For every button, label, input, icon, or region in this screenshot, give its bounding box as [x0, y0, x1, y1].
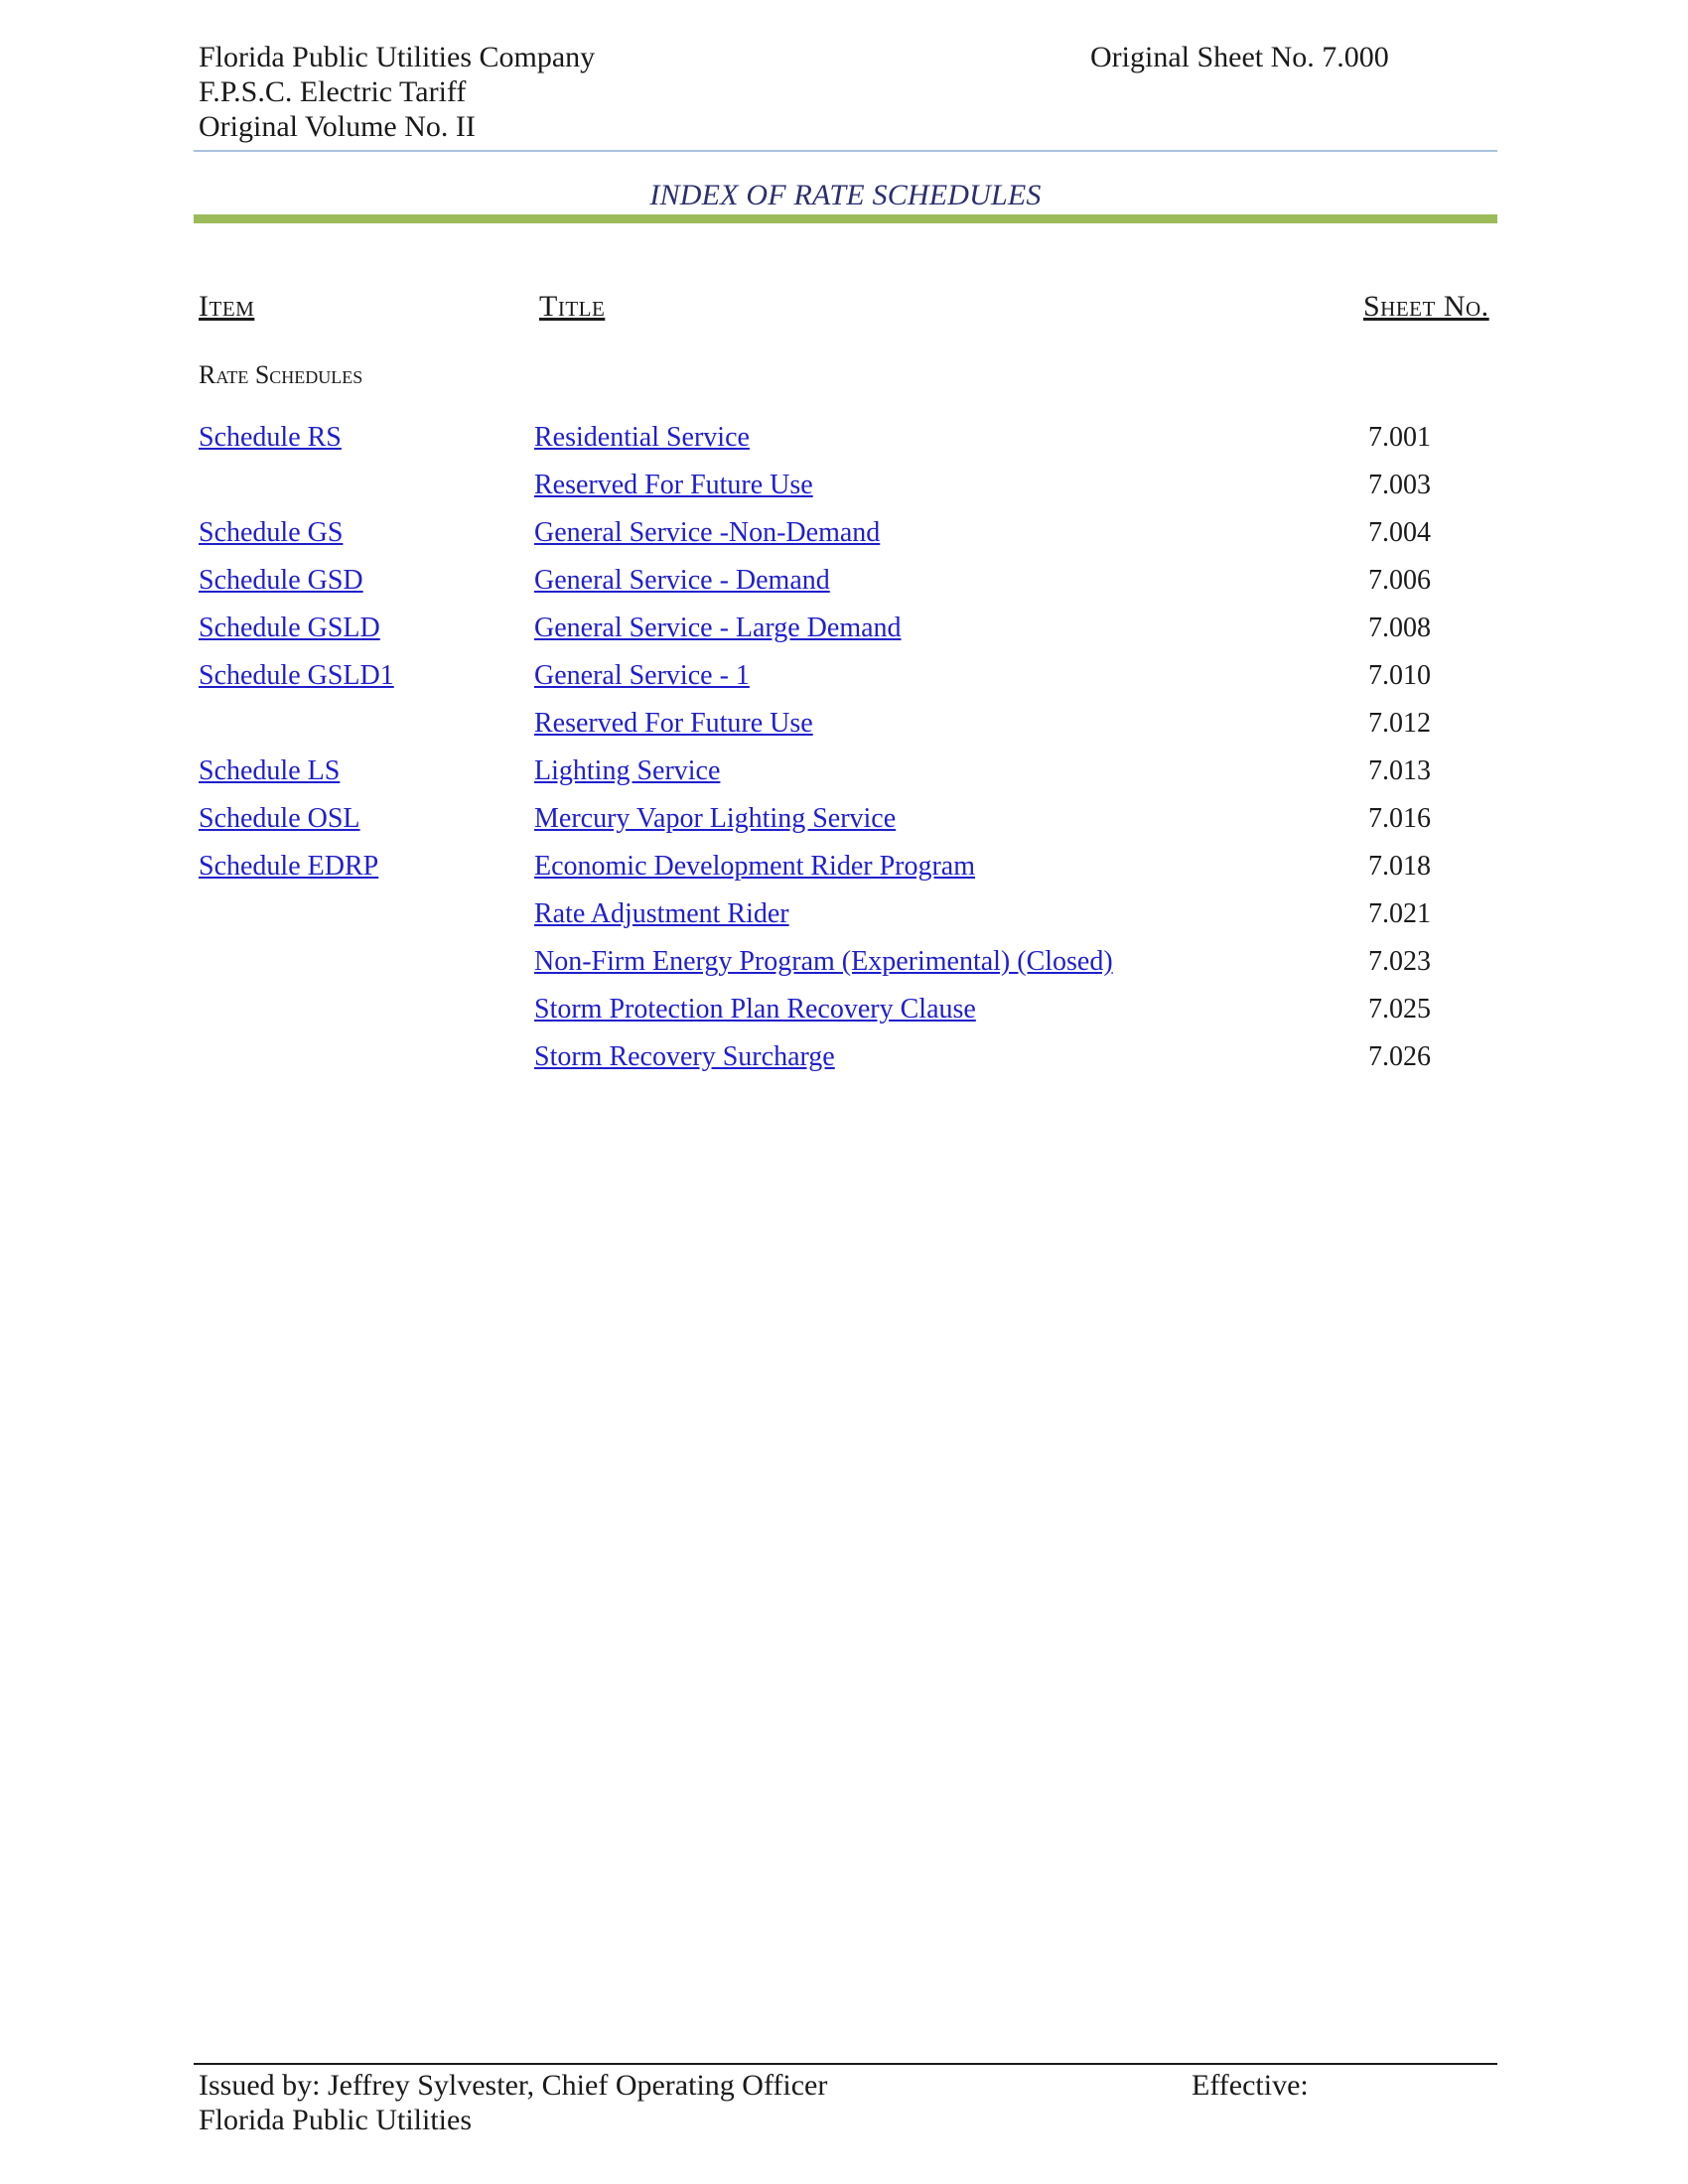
index-row [0, 564, 1688, 612]
schedule-link[interactable]: Schedule RS [199, 422, 342, 453]
schedule-link[interactable]: Schedule GSLD1 [199, 660, 394, 691]
header-divider [194, 150, 1497, 152]
schedule-link[interactable]: Schedule OSL [199, 803, 360, 834]
column-header-item: Item [199, 290, 255, 323]
schedule-link[interactable]: Schedule GSLD [199, 613, 380, 643]
effective-label: Effective: [1192, 2069, 1309, 2102]
tariff-name: F.P.S.C. Electric Tariff [199, 75, 467, 108]
sheet-number-cell: 7.010 [1368, 660, 1431, 691]
title-link[interactable]: Rate Adjustment Rider [534, 898, 789, 929]
index-row [0, 993, 1688, 1040]
schedule-link[interactable]: Schedule EDRP [199, 851, 379, 882]
index-row [0, 659, 1688, 707]
title-link[interactable]: General Service - Demand [534, 565, 830, 596]
index-row [0, 1040, 1688, 1088]
title-link[interactable]: Reserved For Future Use [534, 470, 813, 500]
index-row [0, 612, 1688, 659]
sheet-number: Original Sheet No. 7.000 [1090, 41, 1389, 73]
title-link[interactable]: General Service - Large Demand [534, 613, 902, 643]
index-row [0, 516, 1688, 564]
schedule-link[interactable]: Schedule GS [199, 517, 344, 548]
index-row [0, 421, 1688, 469]
title-link[interactable]: Economic Development Rider Program [534, 851, 975, 882]
sheet-number-cell: 7.023 [1368, 946, 1431, 977]
schedule-link[interactable]: Schedule GSD [199, 565, 363, 596]
column-header-sheet-no: Sheet No. [1363, 290, 1489, 323]
sheet-number-cell: 7.006 [1368, 565, 1431, 596]
index-row [0, 802, 1688, 850]
index-row [0, 945, 1688, 993]
title-link[interactable]: Mercury Vapor Lighting Service [534, 803, 897, 834]
issued-by: Issued by: Jeffrey Sylvester, Chief Operating Officer [199, 2069, 828, 2102]
rate-schedule-index [0, 421, 1688, 1088]
footer-company: Florida Public Utilities [199, 2104, 472, 2136]
title-link[interactable]: General Service - 1 [534, 660, 750, 691]
sheet-number-cell: 7.004 [1368, 517, 1431, 548]
index-row [0, 707, 1688, 754]
title-link[interactable]: Lighting Service [534, 755, 721, 786]
sheet-number-cell: 7.001 [1368, 422, 1431, 453]
page-title: INDEX OF RATE SCHEDULES [649, 179, 1042, 211]
index-row [0, 897, 1688, 945]
sheet-number-cell: 7.012 [1368, 708, 1431, 739]
sheet-number-cell: 7.021 [1368, 898, 1431, 929]
footer-divider [194, 2063, 1497, 2065]
title-link[interactable]: Non-Firm Energy Program (Experimental) (Closed) [534, 946, 1113, 977]
sheet-number-cell: 7.018 [1368, 851, 1431, 882]
title-link[interactable]: Storm Recovery Surcharge [534, 1041, 835, 1072]
title-link[interactable]: Residential Service [534, 422, 750, 453]
sheet-number-cell: 7.026 [1368, 1041, 1431, 1072]
index-row [0, 469, 1688, 516]
sheet-number-cell: 7.016 [1368, 803, 1431, 834]
sheet-number-cell: 7.025 [1368, 994, 1431, 1024]
title-divider [194, 214, 1497, 223]
section-heading: Rate Schedules [199, 360, 363, 389]
title-link[interactable]: Storm Protection Plan Recovery Clause [534, 994, 976, 1024]
sheet-number-cell: 7.008 [1368, 613, 1431, 643]
schedule-link[interactable]: Schedule LS [199, 755, 341, 786]
column-header-title: Title [539, 290, 606, 323]
index-row [0, 754, 1688, 802]
sheet-number-cell: 7.003 [1368, 470, 1431, 500]
sheet-number-cell: 7.013 [1368, 755, 1431, 786]
volume-label: Original Volume No. II [199, 110, 476, 143]
company-name: Florida Public Utilities Company [199, 41, 596, 73]
title-link[interactable]: Reserved For Future Use [534, 708, 813, 739]
title-link[interactable]: General Service -Non-Demand [534, 517, 881, 548]
index-row [0, 850, 1688, 897]
